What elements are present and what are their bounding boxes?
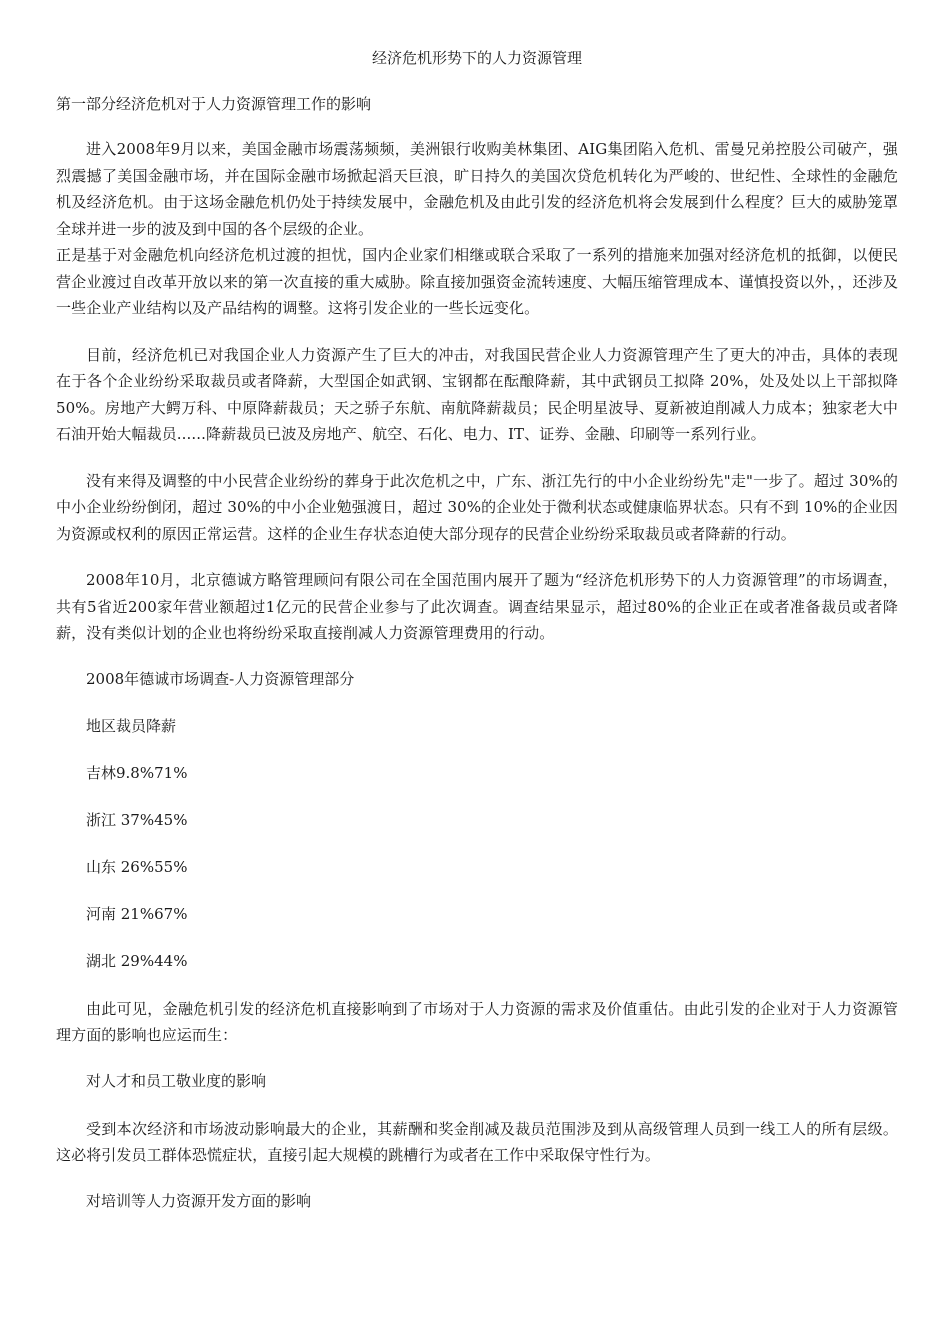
document-title: 经济危机形势下的人力资源管理	[371, 49, 582, 67]
paragraph-conclusion: 由此可见，金融危机引发的经济危机直接影响到了市场对于人力资源的需求及价值重估。由此引发的企业对于人力资源管理方面的影响也应运而生：	[56, 999, 898, 1044]
subheading-training-development: 对培训等人力资源开发方面的影响	[86, 1191, 312, 1210]
paragraph-enterprise-response: 正是基于对金融危机向经济危机过渡的担忧，国内企业家们相继或联合采取了一系列的措施来加强对经济危机的抵御，以便民营企业渡过自改革开放以来的第一次直接的重大威胁。除直接加强资金流转速度、大幅压缩管理成本、谨慎投资以外，，还涉及一些企业产业结构以及产品结构的调整。这将引发企业的一些长远变化。	[56, 246, 898, 317]
survey-row-shandong: 山东 26%55%	[86, 857, 188, 876]
survey-title: 2008年德诚市场调查-人力资源管理部分	[86, 669, 355, 688]
paragraph-talent-impact: 受到本次经济和市场波动影响最大的企业，其薪酬和奖金削减及裁员范围涉及到从高级管理人员到一线工人的所有层级。这必将引发员工群体恐慌症状，直接引起大规模的跳槽行为或者在工作中采取保守性行为。	[56, 1119, 898, 1164]
survey-row-jilin: 吉林9.8%71%	[86, 763, 188, 782]
section-heading: 第一部分经济危机对于人力资源管理工作的影响	[56, 95, 372, 113]
survey-row-hubei: 湖北 29%44%	[86, 951, 188, 970]
paragraph-survey-description: 2008年10月，北京德诚方略管理顾问有限公司在全国范围内展开了题为“经济危机形势下的人力资源管理”的市场调查，共有5省近200家年营业额超过1亿元的民营企业参与了此次调查。调查结果显示，超过80%的企业正在或者准备裁员或者降薪，没有类似计划的企业也将纷纷采取直接削减人力资源管理费用的行动。	[56, 571, 898, 642]
paragraph-sme-survival: 没有来得及调整的中小民营企业纷纷的葬身于此次危机之中，广东、浙江先行的中小企业纷纷先"走"一步了。超过 30%的中小企业纷纷倒闭，超过 30%的中小企业勉强渡日，超过 30%的企业处于微利状态或健康临界状态。只有不到 10%的企业因为资源或权利的原因正常运营。这样的企业生存状态迫使大部分现存的民营企业纷纷采取裁员或者降薪的行动。	[56, 471, 898, 543]
paragraph-hr-impact: 目前，经济危机已对我国企业人力资源产生了巨大的冲击，对我国民营企业人力资源管理产生了更大的冲击，具体的表现在于各个企业纷纷采取裁员或者降薪，大型国企如武钢、宝钢都在酝酿降薪，其中武钢员工拟降 20%，处及处以上干部拟降 50%。房地产大鳄万科、中原降薪裁员；天之骄子东航、南航降薪裁员；民企明星波导、夏新被迫削减人力成本；独家老大中石油开始大幅裁员......降薪裁员已波及房地产、航空、石化、电力、IT、证券、金融、印刷等一系列行业。	[56, 345, 898, 443]
survey-row-henan: 河南 21%67%	[86, 904, 188, 923]
survey-table-header: 地区裁员降薪	[86, 716, 177, 735]
survey-row-zhejiang: 浙江 37%45%	[86, 810, 188, 829]
document-page	[56, 46, 898, 1236]
subheading-talent-engagement: 对人才和员工敬业度的影响	[86, 1071, 267, 1090]
paragraph-financial-crisis-intro: 进入2008年9月以来，美国金融市场震荡频频，美洲银行收购美林集团、AIG集团陷入危机、雷曼兄弟控股公司破产，强烈震撼了美国金融市场，并在国际金融市场掀起滔天巨浪，旷日持久的美国次贷危机转化为严峻的、世纪性、全球性的金融危机及经济危机。由于这场金融危机仍处于持续发展中，金融危机及由此引发的经济危机将会发展到什么程度？巨大的威胁笼罩全球并进一步的波及到中国的各个层级的企业。	[56, 140, 898, 238]
